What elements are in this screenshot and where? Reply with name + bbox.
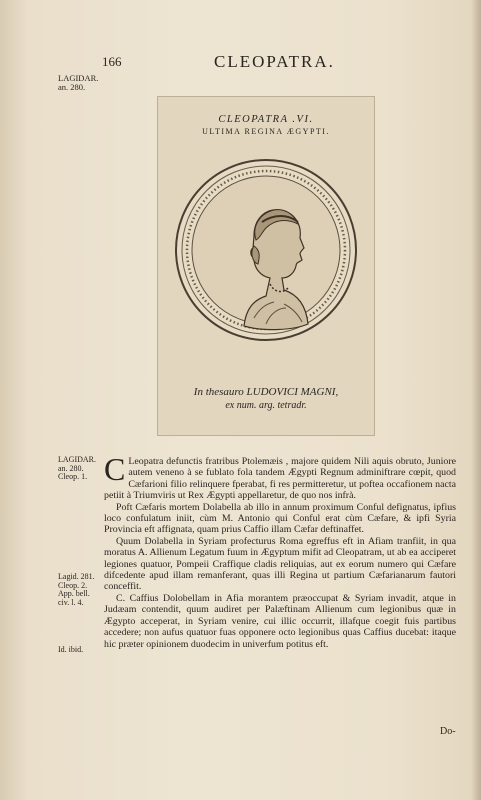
margin-note-line: civ. l. 4. <box>58 597 84 607</box>
plate-caption-line2: ex num. arg. tetradr. <box>225 400 307 411</box>
body-text <box>104 451 456 650</box>
margin-note-line: App. bell. <box>58 589 90 599</box>
margin-note <box>58 573 95 607</box>
plate-title: CLEOPATRA .VI. <box>218 114 314 125</box>
margin-note-line: LAGIDAR. <box>58 73 99 83</box>
margin-note-top <box>58 74 98 92</box>
margin-note-line: Lagid. 281. <box>58 572 95 581</box>
plate-subtitle: ULTIMA REGINA ÆGYPTI. <box>202 127 330 136</box>
paragraph: Quum Dolabella in Syriam profecturus Roma egreffus eft in Afiam tranfiit, in qua moratus A. Allienum Legatum fuum in Ægyptum mifit ad Cleopatram, ut ab ea acciperet legiones quatuor, Pompeii Craffique cladis reliquias, aut ex eorum numero qui Cæfare difcedente apud illam remanferant, quas illi Regina ut partium Cæfarianarum fautori conceffit. <box>104 535 456 593</box>
plate-caption-line1: In thesauro LUDOVICI MAGNI, <box>193 386 339 398</box>
margin-note <box>58 456 96 482</box>
engraved-plate <box>157 96 375 436</box>
drop-cap: C <box>104 451 126 487</box>
margin-note-line: Id. ibid. <box>58 645 84 654</box>
margin-note-line: LAGIDAR. <box>58 455 96 464</box>
page-gutter-shadow <box>471 0 481 800</box>
paragraph: Poft Cæfaris mortem Dolabella ab illo in annum proximum Conful defignatus, ipfius loco confulatum iniit, cùm M. Antonio qui Conful erat cùm Cæfare, & ipfi Syria Provincia eft affignata, quam prius Caffio illam Cæfar deftinaffet. <box>104 501 456 536</box>
catchword: Do- <box>440 726 456 737</box>
portrait-medallion-icon <box>174 158 358 342</box>
margin-note-line: an. 280. <box>58 82 86 92</box>
paragraph-text: Leopatra defunctis fratribus Ptolemæis , majore quidem Nili aquis obruto, Juniore autem veneno à se fublato fola tandem Ægypti Regnum adminiftrare cœpit, quod Cæfarioni filio relinquere fperabat, fi res permitteretur, ut poftea occafionem nacta petiit à Triumviris ut Rex Ægypti appellaretur, de quo nos infrà. <box>104 456 456 502</box>
margin-note <box>58 646 83 655</box>
margin-note-line: Cleop. 2. <box>58 580 88 590</box>
coin-medallion-engraving <box>174 158 358 342</box>
margin-note-line: an. 280. <box>58 463 84 473</box>
paragraph: C. Caffius Dolobellam in Afia morantem præoccupat & Syriam invadit, atque in Judæam contendit, quum audiret per Palæftinam Allienum cum legionibus quæ in Ægypto acceperat, in Syriam venire, cui illic occurrit, illafque coegit fuis partibus accedere; non aufus quatuor fuas opponere octo legionibus quas Caffius ducebat: itaque hic præter opinionem duodecim in univerfum potitus eft. <box>104 592 456 650</box>
page-number: 166 <box>102 54 122 69</box>
margin-note-line: Cleop. 1. <box>58 472 88 482</box>
running-head: CLEOPATRA. <box>214 52 335 71</box>
paragraph <box>104 451 456 502</box>
